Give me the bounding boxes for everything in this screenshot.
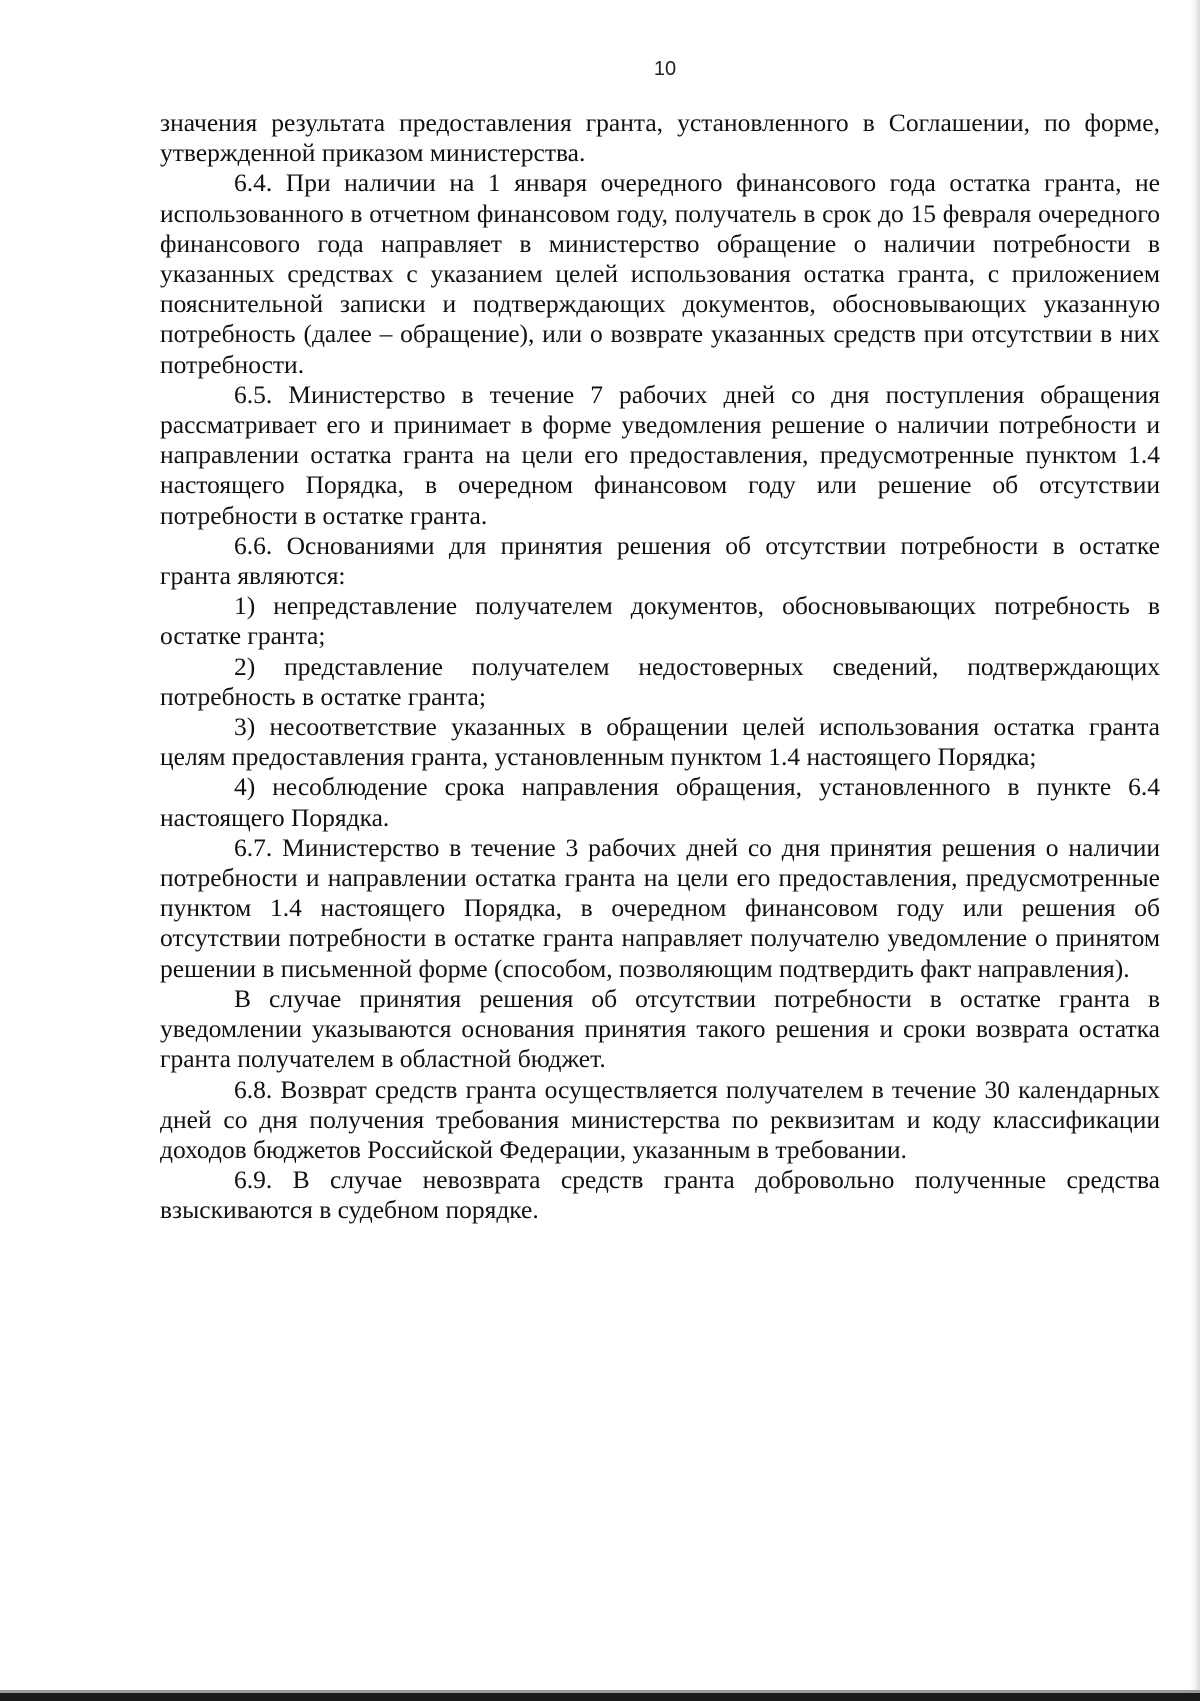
paragraph-6-7: 6.7. Министерство в течение 3 рабочих дней со дня принятия решения о наличии потребности и направлении остатка гранта на цели его предоставления, предусмотренные пунктом 1.4 настоящего Порядка, в очередном финансовом году или решения об отсутствии потребности в остатке гранта направляет получателю уведомление о принятом решении в письменной форме (способом, позволяющим подтвердить факт направления).: [160, 832, 1160, 983]
list-item-1: 1) непредставление получателем документов, обосновывающих потребность в остатке гранта;: [160, 591, 1160, 651]
paragraph-6-6: 6.6. Основаниями для принятия решения об отсутствии потребности в остатке гранта являются:: [160, 530, 1160, 591]
paragraph-6-9: 6.9. В случае невозврата средств гранта добровольно полученные средства взыскиваются в судебном порядке.: [160, 1165, 1160, 1225]
paragraph-6-4: 6.4. При наличии на 1 января очередного финансового года остатка гранта, не использованного в отчетном финансовом году, получатель в срок до 15 февраля очередного финансового года направляет в министерство обращение о наличии потребности в указанных средствах с указанием целей использования остатка гранта, с приложением пояснительной записки и подтверждающих документов, обосновывающих указанную потребность (далее – обращение), или о возврате указанных средств при отсутствии в них потребности.: [160, 168, 1160, 379]
list-item-3: 3) несоответствие указанных в обращении целей использования остатка гранта целям предоставления гранта, установленным пунктом 1.4 настоящего Порядка;: [160, 712, 1160, 772]
page-number: 10: [653, 58, 677, 80]
scan-right-edge: [1190, 0, 1200, 1701]
list-item-2: 2) представление получателем недостоверных сведений, подтверждающих потребность в остатке гранта;: [160, 651, 1160, 711]
paragraph-6-8: 6.8. Возврат средств гранта осуществляется получателем в течение 30 календарных дней со дня получения требования министерства по реквизитам и коду классификации доходов бюджетов Российской Федерации, указанным в требовании.: [160, 1074, 1160, 1164]
list-item-4: 4) несоблюдение срока направления обращения, установленного в пункте 6.4 настоящего Порядка.: [160, 772, 1160, 832]
paragraph-6-5: 6.5. Министерство в течение 7 рабочих дней со дня поступления обращения рассматривает его и принимает в форме уведомления решение о наличии потребности и направлении остатка гранта на цели его предоставления, предусмотренные пунктом 1.4 настоящего Порядка, в очередном финансовом году или решение об отсутствии потребности в остатке гранта.: [160, 379, 1160, 530]
paragraph-continuation: значения результата предоставления гранта, установленного в Соглашении, по форме, утвержденной приказом министерства.: [160, 108, 1160, 168]
document-body: [160, 108, 1160, 1226]
paragraph-6-7-note: В случае принятия решения об отсутствии потребности в остатке гранта в уведомлении указываются основания принятия такого решения и сроки возврата остатка гранта получателем в областной бюджет.: [160, 983, 1160, 1074]
scan-bottom-edge: [0, 1693, 1200, 1701]
